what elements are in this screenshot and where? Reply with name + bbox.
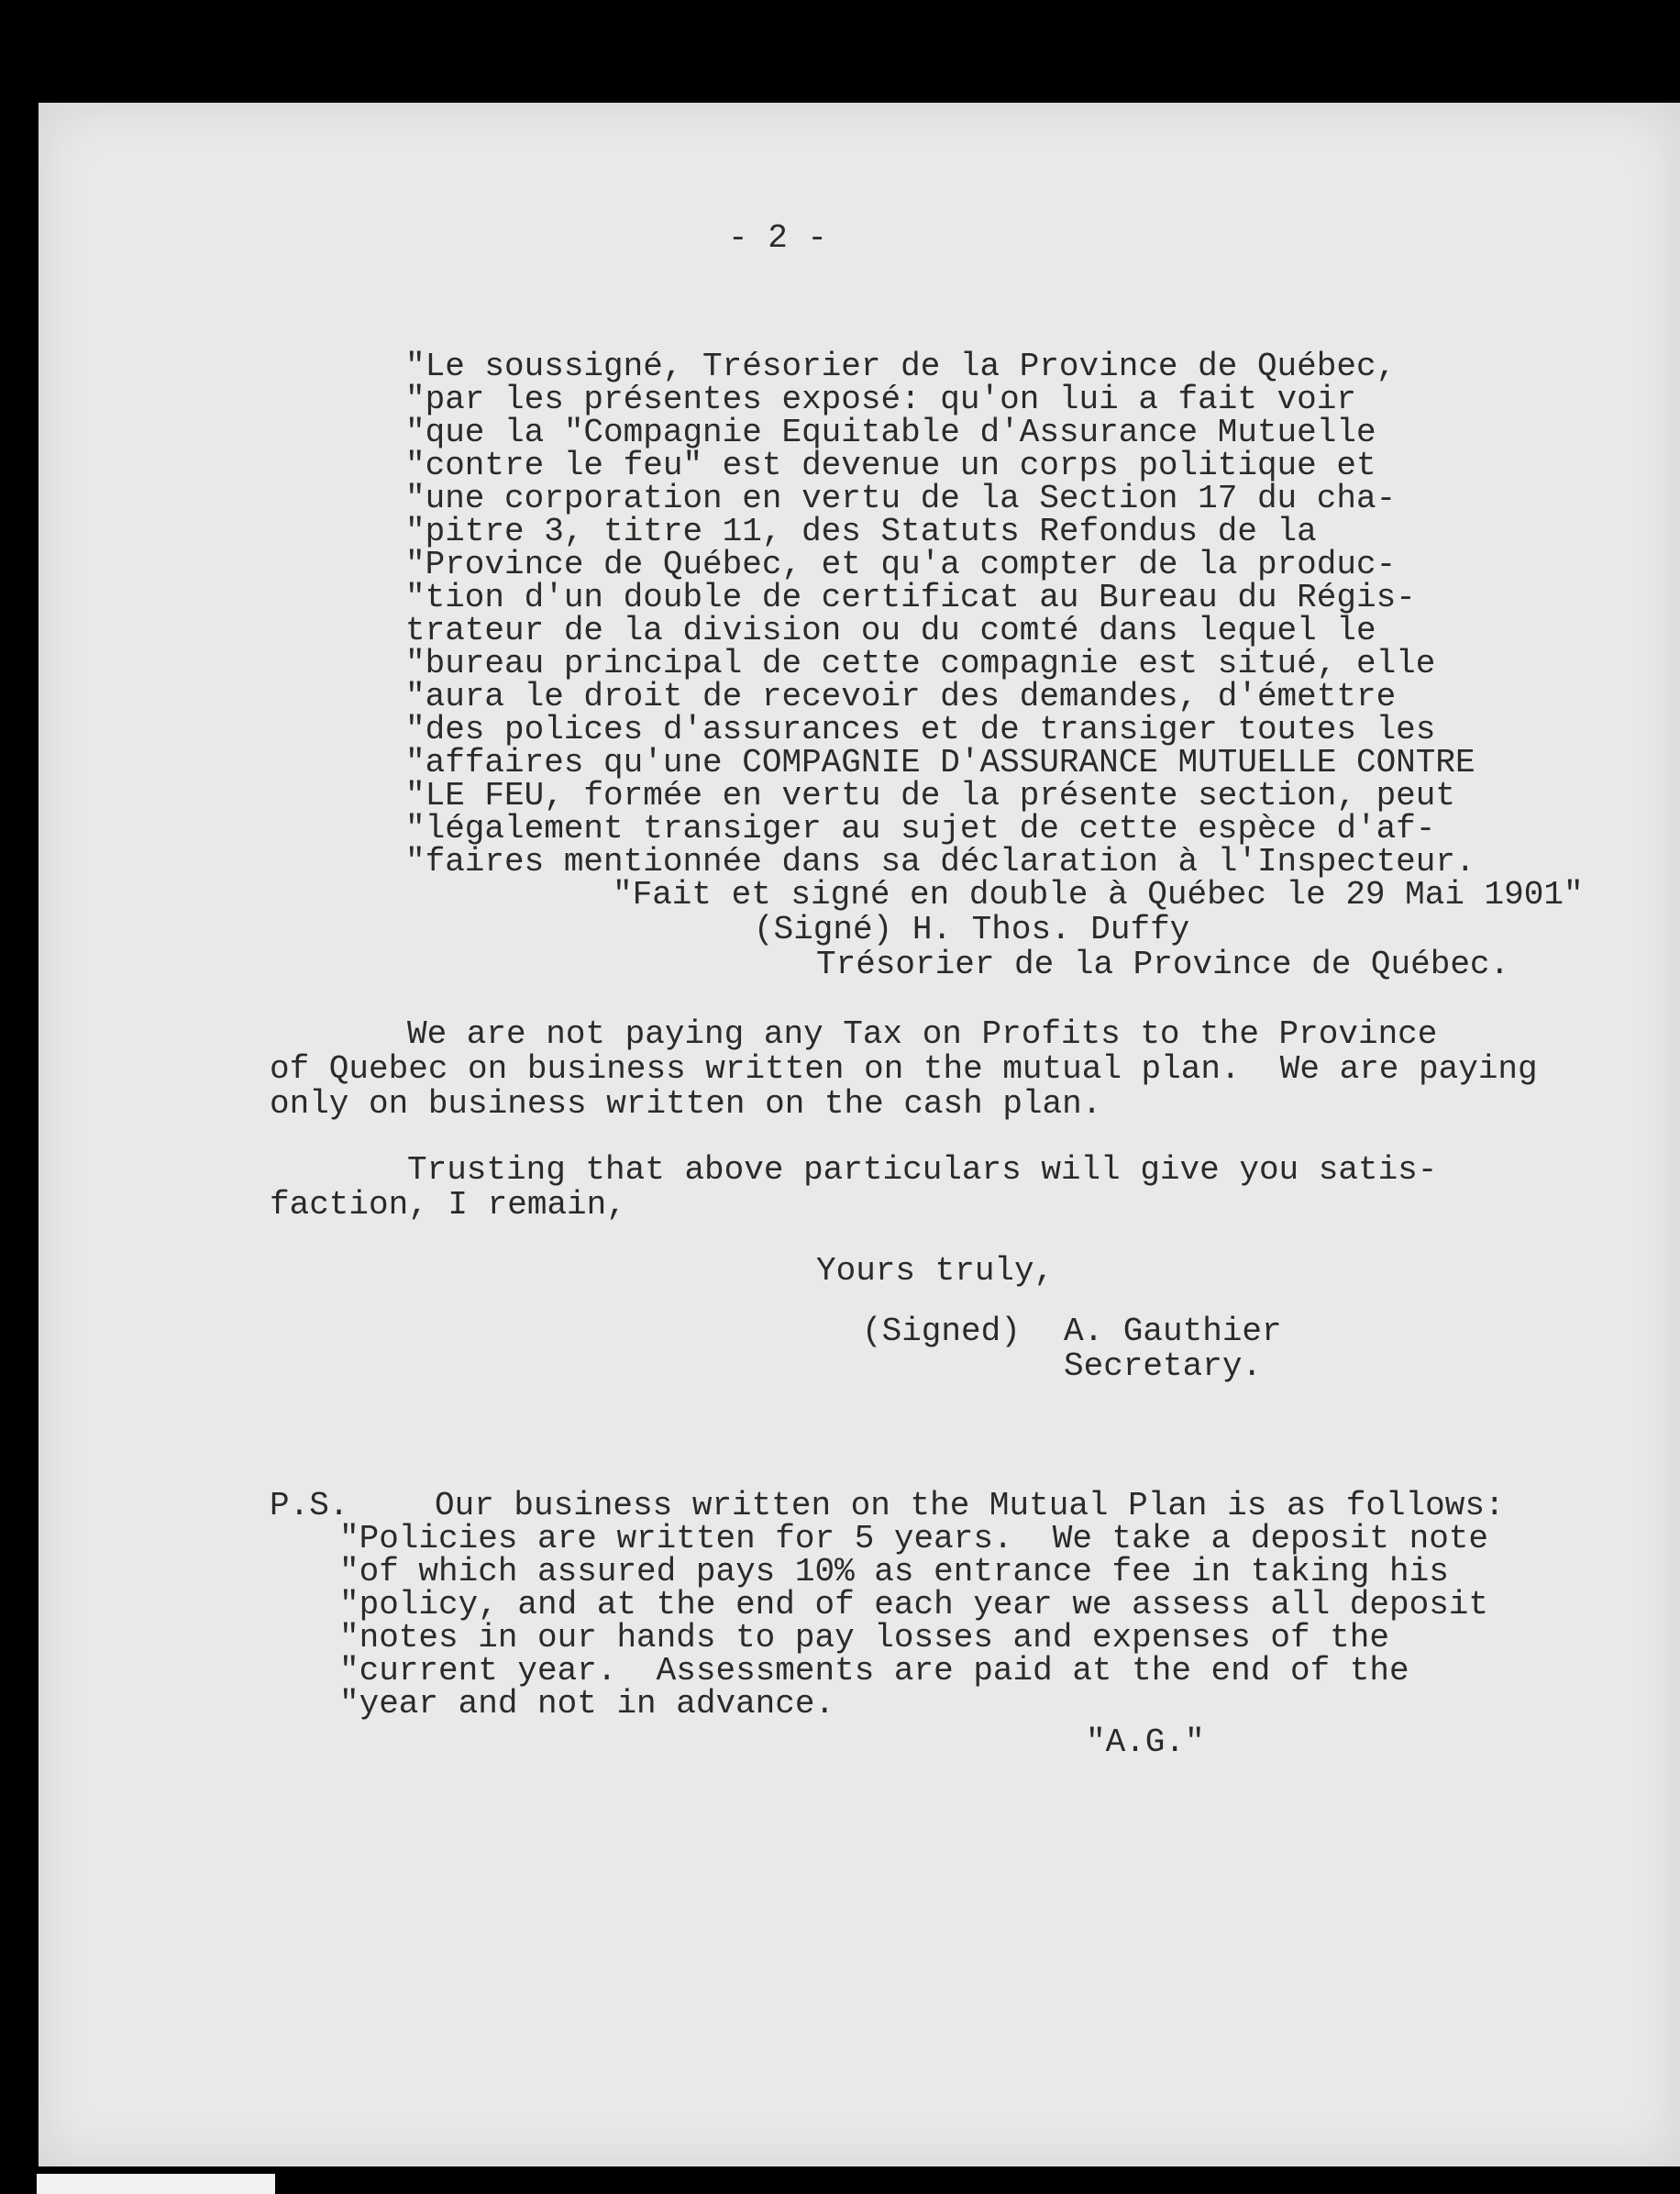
quote-signer-title: Trésorier de la Province de Québec.	[816, 946, 1510, 983]
quote-line: "que la "Compagnie Equitable d'Assurance Mutuelle	[405, 414, 1376, 451]
ps-label: P.S.	[270, 1487, 349, 1524]
paragraph-line: We are not paying any Tax on Profits to the Province	[407, 1015, 1438, 1053]
ps-line: "Policies are written for 5 years. We take a deposit note	[339, 1520, 1489, 1557]
quote-date-line: "Fait et signé en double à Québec le 29 Mai 1901"	[613, 876, 1584, 914]
ps-line: Our business written on the Mutual Plan is as follows:	[435, 1487, 1505, 1524]
quote-line: "par les présentes exposé: qu'on lui a fait voir	[405, 381, 1356, 418]
ps-line: "of which assured pays 10% as entrance fee in taking his	[339, 1553, 1449, 1590]
quote-line: "LE FEU, formée en vertu de la présente section, peut	[405, 777, 1455, 814]
quote-line: "affaires qu'une COMPAGNIE D'ASSURANCE MUTUELLE CONTRE	[405, 744, 1476, 781]
ps-line: "policy, and at the end of each year we assess all deposit	[339, 1586, 1489, 1623]
closing-salutation: Yours truly,	[816, 1252, 1055, 1290]
signed-label: (Signed)	[862, 1313, 1021, 1350]
signer-title: Secretary.	[1064, 1347, 1263, 1385]
quote-line: "Province de Québec, et qu'a compter de la produc-	[405, 546, 1397, 583]
paragraph-line: only on business written on the cash plan.	[270, 1085, 1102, 1123]
quote-line: "aura le droit de recevoir des demandes, d'émettre	[405, 678, 1397, 715]
quote-line: "tion d'un double de certificat au Bureau du Régis-	[405, 579, 1416, 616]
quote-line: "des polices d'assurances et de transiger toutes les	[405, 711, 1436, 748]
ps-line: "notes in our hands to pay losses and expenses of the	[339, 1619, 1389, 1657]
quote-line: trateur de la division ou du comté dans lequel le	[405, 612, 1376, 649]
ps-line: "current year. Assessments are paid at the end of the	[339, 1652, 1409, 1690]
paragraph-line: of Quebec on business written on the mutual plan. We are paying	[270, 1050, 1538, 1088]
quote-line: "bureau principal de cette compagnie est situé, elle	[405, 645, 1436, 682]
ps-initials: "A.G."	[1086, 1723, 1205, 1761]
paragraph-line: Trusting that above particulars will give you satis-	[407, 1151, 1438, 1189]
quote-signature: (Signé) H. Thos. Duffy	[754, 911, 1190, 948]
film-label-strip	[37, 2174, 275, 2194]
quote-line: "faires mentionnée dans sa déclaration à l'Inspecteur.	[405, 843, 1476, 881]
quote-line: "Le soussigné, Trésorier de la Province de Québec,	[405, 348, 1397, 385]
document-page	[39, 103, 1680, 2166]
ps-line: "year and not in advance.	[339, 1685, 835, 1723]
quote-line: "pitre 3, titre 11, des Statuts Refondus de la	[405, 513, 1317, 550]
quote-line: "une corporation en vertu de la Section 17 du cha-	[405, 480, 1397, 517]
signer-name: A. Gauthier	[1064, 1313, 1282, 1350]
quote-line: "contre le feu" est devenue un corps politique et	[405, 447, 1376, 484]
quote-line: "légalement transiger au sujet de cette espèce d'af-	[405, 810, 1436, 848]
page-number: - 2 -	[728, 219, 828, 257]
paragraph-line: faction, I remain,	[270, 1186, 626, 1224]
